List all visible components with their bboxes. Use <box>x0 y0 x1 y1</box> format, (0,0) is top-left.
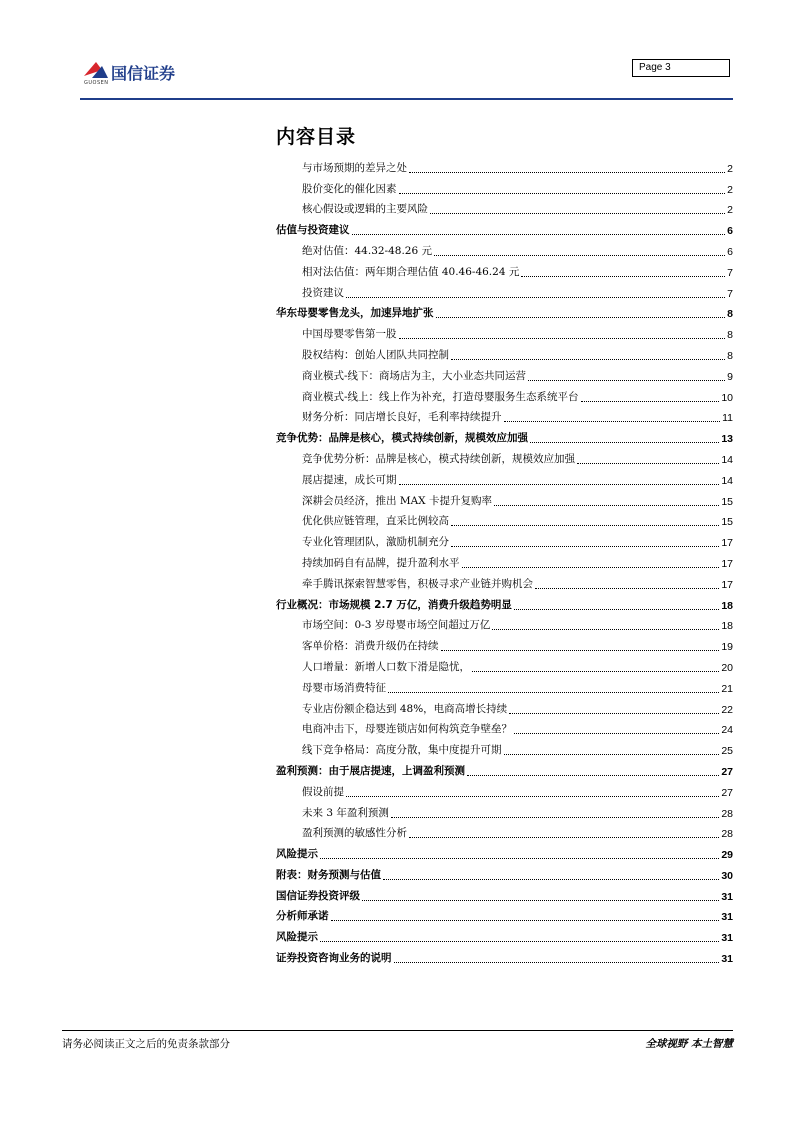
toc-entry-label: 电商冲击下，母婴连锁店如何构筑竞争壁垒？ <box>302 723 512 736</box>
toc-subsection-entry[interactable] <box>276 156 733 177</box>
toc-entry-label: 深耕会员经济，推出 MAX 卡提升复购率 <box>302 494 492 507</box>
toc-entry-label: 未来 3 年盈利预测 <box>302 806 389 819</box>
toc-entry-label: 估值与投资建议 <box>276 224 350 237</box>
toc-leader-dots <box>346 796 719 797</box>
toc-entry-label: 财务分析：同店增长良好，毛利率持续提升 <box>302 411 502 424</box>
toc-subsection-entry[interactable] <box>276 260 733 281</box>
toc-entry-page: 2 <box>727 204 733 217</box>
toc-subsection-entry[interactable] <box>276 697 733 718</box>
toc-leader-dots <box>462 567 720 568</box>
toc-entry-page: 29 <box>721 849 733 862</box>
toc-subsection-entry[interactable] <box>276 447 733 468</box>
toc-leader-dots <box>394 962 720 963</box>
toc-entry-page: 18 <box>721 599 733 612</box>
toc-entry-label: 竞争优势：品牌是核心，模式持续创新，规模效应加强 <box>276 432 528 445</box>
toc-section-entry[interactable] <box>276 426 733 447</box>
toc-entry-page: 7 <box>727 266 733 279</box>
toc-subsection-entry[interactable] <box>276 801 733 822</box>
toc-entry-label: 风险提示 <box>276 848 318 861</box>
toc-entry-page: 17 <box>721 578 733 591</box>
toc-entry-page: 14 <box>721 474 733 487</box>
toc-entry-page: 18 <box>721 620 733 633</box>
toc-entry-page: 7 <box>727 287 733 300</box>
logo-mark-icon <box>82 58 110 82</box>
toc-leader-dots <box>399 338 726 339</box>
toc-subsection-entry[interactable] <box>276 198 733 219</box>
toc-subsection-entry[interactable] <box>276 718 733 739</box>
toc-leader-dots <box>430 213 725 214</box>
toc-subsection-entry[interactable] <box>276 177 733 198</box>
toc-entry-label: 展店提速，成长可期 <box>302 473 397 486</box>
toc-section-entry[interactable] <box>276 302 733 323</box>
toc-entry-label: 华东母婴零售龙头，加速异地扩张 <box>276 307 434 320</box>
footer-slogan: 全球视野 本土智慧 <box>645 1038 733 1050</box>
toc-entry-label: 绝对估值：44.32-48.26 元 <box>302 244 433 257</box>
toc-subsection-entry[interactable] <box>276 343 733 364</box>
toc-section-entry[interactable] <box>276 593 733 614</box>
toc-leader-dots <box>441 650 720 651</box>
toc-entry-label: 客单价格：消费升级仍在持续 <box>302 640 439 653</box>
toc-entry-page: 31 <box>721 890 733 903</box>
toc-leader-dots <box>467 775 719 776</box>
toc-entry-label: 国信证券投资评级 <box>276 889 360 902</box>
toc-entry-page: 31 <box>721 953 733 966</box>
toc-subsection-entry[interactable] <box>276 551 733 572</box>
toc-entry-label: 线下竞争格局：高度分散，集中度提升可期 <box>302 744 502 757</box>
toc-entry-label: 竞争优势分析：品牌是核心，模式持续创新，规模效应加强 <box>302 452 575 465</box>
toc-entry-page: 31 <box>721 932 733 945</box>
toc-subsection-entry[interactable] <box>276 738 733 759</box>
toc-entry-label: 牵手腾讯探索智慧零售，积极寻求产业链并购机会 <box>302 577 533 590</box>
toc-subsection-entry[interactable] <box>276 322 733 343</box>
toc-entry-page: 27 <box>721 786 733 799</box>
toc-leader-dots <box>331 920 720 921</box>
toc-entry-page: 28 <box>721 828 733 841</box>
toc-section-entry[interactable] <box>276 884 733 905</box>
toc-entry-label: 人口增量：新增人口数下滑是隐忧， <box>302 660 470 673</box>
toc-entry-label: 股权结构：创始人团队共同控制 <box>302 348 449 361</box>
toc-entry-page: 2 <box>727 183 733 196</box>
toc-entry-label: 持续加码自有品牌，提升盈利水平 <box>302 556 460 569</box>
toc-entry-label: 股价变化的催化因素 <box>302 182 397 195</box>
toc-subsection-entry[interactable] <box>276 614 733 635</box>
toc-leader-dots <box>581 401 720 402</box>
toc-subsection-entry[interactable] <box>276 489 733 510</box>
toc-entry-label: 母婴市场消费特征 <box>302 681 386 694</box>
toc-entry-page: 19 <box>721 641 733 654</box>
toc-entry-label: 专业化管理团队，激励机制充分 <box>302 536 449 549</box>
toc-leader-dots <box>504 754 720 755</box>
toc-entry-label: 风险提示 <box>276 931 318 944</box>
toc-entry-label: 分析师承诺 <box>276 910 329 923</box>
toc-entry-label: 相对法估值：两年期合理估值 40.46-46.24 元 <box>302 265 520 278</box>
toc-section-entry[interactable] <box>276 218 733 239</box>
logo-subtext: GUOSEN <box>84 80 109 86</box>
toc-entry-page: 22 <box>721 703 733 716</box>
toc-subsection-entry[interactable] <box>276 281 733 302</box>
toc-leader-dots <box>436 317 726 318</box>
toc-leader-dots <box>383 879 719 880</box>
toc-entry-label: 假设前提 <box>302 785 344 798</box>
toc-leader-dots <box>514 733 719 734</box>
logo-text: 国信证券 <box>111 64 176 83</box>
toc-section-entry[interactable] <box>276 905 733 926</box>
toc-leader-dots <box>528 380 725 381</box>
toc-subsection-entry[interactable] <box>276 634 733 655</box>
toc-entry-page: 10 <box>721 391 733 404</box>
toc-subsection-entry[interactable] <box>276 510 733 531</box>
toc-entry-page: 9 <box>727 370 733 383</box>
toc-section-entry[interactable] <box>276 925 733 946</box>
toc-title: 内容目录 <box>276 126 357 148</box>
toc-leader-dots <box>577 463 719 464</box>
toc-subsection-entry[interactable] <box>276 406 733 427</box>
toc-entry-page: 11 <box>722 412 733 425</box>
toc-entry-label: 证券投资咨询业务的说明 <box>276 952 392 965</box>
toc-leader-dots <box>388 692 719 693</box>
toc-leader-dots <box>530 442 719 443</box>
toc-entry-label: 核心假设或逻辑的主要风险 <box>302 203 428 216</box>
toc-entry-page: 30 <box>721 869 733 882</box>
toc-entry-page: 20 <box>721 661 733 674</box>
header-divider <box>80 98 733 100</box>
toc-leader-dots <box>409 172 725 173</box>
toc-entry-page: 27 <box>721 765 733 778</box>
toc-leader-dots <box>472 671 719 672</box>
toc-leader-dots <box>409 837 719 838</box>
toc-leader-dots <box>346 297 725 298</box>
toc-entry-page: 17 <box>721 557 733 570</box>
toc-entry-label: 盈利预测：由于展店提速，上调盈利预测 <box>276 764 465 777</box>
toc-leader-dots <box>451 525 719 526</box>
toc-leader-dots <box>504 421 721 422</box>
footer-disclaimer: 请务必阅读正文之后的免责条款部分 <box>62 1038 230 1050</box>
page-number-box: Page 3 <box>632 59 730 77</box>
toc-leader-dots <box>320 941 719 942</box>
toc-leader-dots <box>514 609 719 610</box>
toc-section-entry[interactable] <box>276 946 733 967</box>
toc-leader-dots <box>494 505 719 506</box>
toc-entry-page: 31 <box>721 911 733 924</box>
toc-leader-dots <box>391 817 719 818</box>
company-logo <box>82 58 212 88</box>
toc-entry-label: 投资建议 <box>302 286 344 299</box>
toc-entry-page: 15 <box>721 516 733 529</box>
toc-entry-page: 28 <box>721 807 733 820</box>
toc-entry-label: 专业店份额企稳达到 48%，电商高增长持续 <box>302 702 508 715</box>
toc-subsection-entry[interactable] <box>276 468 733 489</box>
footer-divider <box>62 1030 733 1031</box>
toc-entry-page: 21 <box>721 682 733 695</box>
toc-leader-dots <box>521 276 725 277</box>
toc-subsection-entry[interactable] <box>276 572 733 593</box>
toc-subsection-entry[interactable] <box>276 655 733 676</box>
toc-entry-page: 17 <box>721 537 733 550</box>
toc-entry-page: 8 <box>727 329 733 342</box>
toc-leader-dots <box>535 588 719 589</box>
toc-leader-dots <box>434 255 725 256</box>
toc-leader-dots <box>320 858 719 859</box>
toc-entry-page: 8 <box>727 308 733 321</box>
toc-leader-dots <box>399 484 720 485</box>
toc-leader-dots <box>362 900 719 901</box>
toc-entry-label: 市场空间：0-3 岁母婴市场空间超过万亿 <box>302 619 491 632</box>
table-of-contents <box>276 156 733 967</box>
toc-leader-dots <box>451 546 719 547</box>
toc-entry-page: 24 <box>721 724 733 737</box>
toc-entry-label: 商业模式-线上：线上作为补充，打造母婴服务生态系统平台 <box>302 390 579 403</box>
toc-entry-page: 15 <box>721 495 733 508</box>
toc-subsection-entry[interactable] <box>276 530 733 551</box>
toc-subsection-entry[interactable] <box>276 239 733 260</box>
toc-entry-label: 商业模式-线下：商场店为主，大小业态共同运营 <box>302 369 527 382</box>
toc-entry-page: 6 <box>727 225 733 238</box>
toc-section-entry[interactable] <box>276 863 733 884</box>
toc-section-entry[interactable] <box>276 759 733 780</box>
toc-leader-dots <box>509 713 719 714</box>
toc-subsection-entry[interactable] <box>276 385 733 406</box>
toc-entry-page: 25 <box>721 745 733 758</box>
toc-entry-page: 8 <box>727 349 733 362</box>
toc-entry-label: 行业概况：市场规模 2.7 万亿，消费升级趋势明显 <box>276 598 512 611</box>
toc-entry-label: 中国母婴零售第一股 <box>302 328 397 341</box>
toc-entry-page: 6 <box>727 245 733 258</box>
toc-entry-label: 与市场预期的差异之处 <box>302 161 407 174</box>
toc-entry-page: 13 <box>721 433 733 446</box>
toc-entry-page: 14 <box>721 453 733 466</box>
page-header <box>80 58 733 100</box>
toc-subsection-entry[interactable] <box>276 364 733 385</box>
toc-leader-dots <box>492 629 719 630</box>
toc-leader-dots <box>399 193 726 194</box>
toc-entry-page: 2 <box>727 162 733 175</box>
toc-entry-label: 优化供应链管理，直采比例较高 <box>302 515 449 528</box>
toc-subsection-entry[interactable] <box>276 822 733 843</box>
toc-leader-dots <box>352 234 726 235</box>
toc-entry-label: 附表：财务预测与估值 <box>276 868 381 881</box>
toc-entry-label: 盈利预测的敏感性分析 <box>302 827 407 840</box>
toc-subsection-entry[interactable] <box>276 780 733 801</box>
toc-leader-dots <box>451 359 725 360</box>
toc-section-entry[interactable] <box>276 842 733 863</box>
toc-subsection-entry[interactable] <box>276 676 733 697</box>
